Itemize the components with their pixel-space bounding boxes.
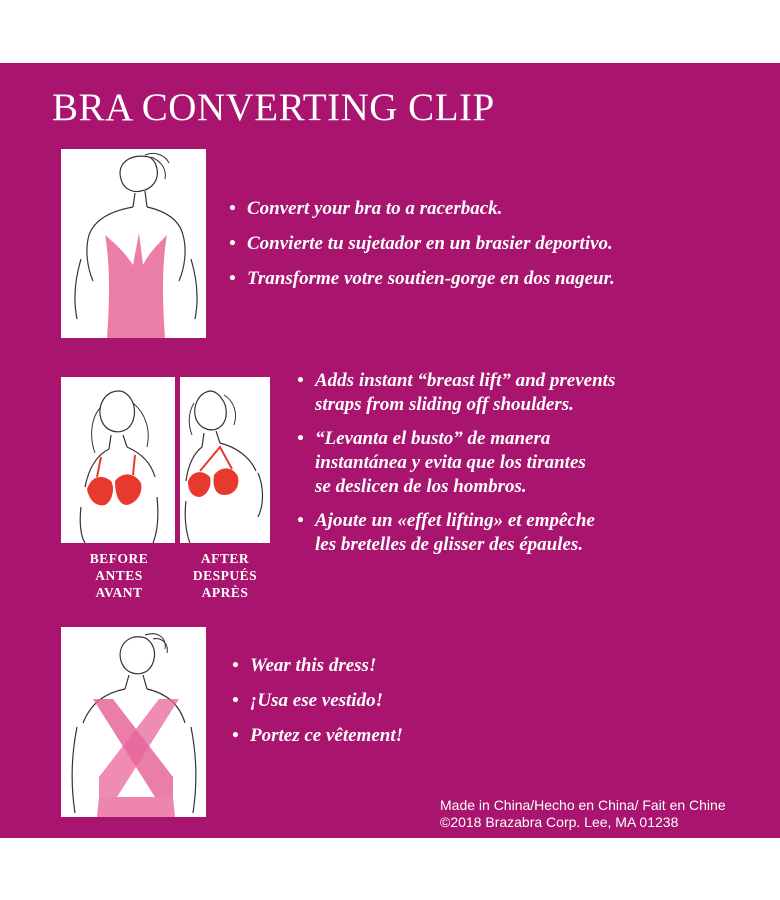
lift-bullet-list (297, 369, 615, 557)
dress-illustration-card (61, 627, 206, 817)
copyright-text: ©2018 Brazabra Corp. Lee, MA 01238 (440, 814, 679, 830)
after-illustration (180, 377, 270, 543)
caption-line: BEFORE (89, 551, 149, 566)
racerback-illustration (61, 149, 206, 338)
caption-line: DESPUÉS (192, 568, 258, 583)
manufacturer-footer (440, 797, 726, 831)
after-caption (178, 550, 272, 601)
bullet-line: “Levanta el busto” de manera (315, 428, 551, 449)
bullet-item (297, 427, 615, 499)
before-caption (70, 550, 168, 601)
before-illustration-card (61, 377, 175, 543)
dress-bullet-list (232, 648, 403, 753)
bullet-line: Ajoute un «effet lifting» et empêche (315, 510, 595, 531)
bullet-line: Adds instant “breast lift” and prevents (315, 370, 616, 391)
bullet-line: les bretelles de glisser des épaules. (315, 534, 584, 555)
bullet-line: se deslicen de los hombros. (315, 476, 527, 497)
caption-line: APRÈS (201, 585, 249, 600)
bullet-item: • Convierte tu sujetador en un brasier deportivo. (229, 226, 615, 261)
racerback-bullet-list (229, 191, 615, 296)
racerback-illustration-card (61, 149, 206, 338)
origin-text: Made in China/Hecho en China/ Fait en Chine (440, 797, 726, 813)
before-illustration (61, 377, 175, 543)
caption-line: ANTES (95, 568, 143, 583)
bullet-line: straps from sliding off shoulders. (315, 394, 574, 415)
bullet-item: • Portez ce vêtement! (232, 718, 403, 753)
bullet-item (297, 509, 615, 557)
caption-line: AFTER (200, 551, 250, 566)
bullet-item: • ¡Usa ese vestido! (232, 683, 403, 718)
bullet-item: • Wear this dress! (232, 648, 403, 683)
product-title: BRA CONVERTING CLIP (52, 86, 495, 129)
crisscross-dress-illustration (61, 627, 206, 817)
after-illustration-card (180, 377, 270, 543)
bullet-item (297, 369, 615, 417)
bullet-item: • Transforme votre soutien-gorge en dos nageur. (229, 261, 615, 296)
packaging-panel (0, 63, 780, 838)
caption-line: AVANT (95, 585, 143, 600)
bullet-item: • Convert your bra to a racerback. (229, 191, 615, 226)
bullet-line: instantánea y evita que los tirantes (315, 452, 586, 473)
